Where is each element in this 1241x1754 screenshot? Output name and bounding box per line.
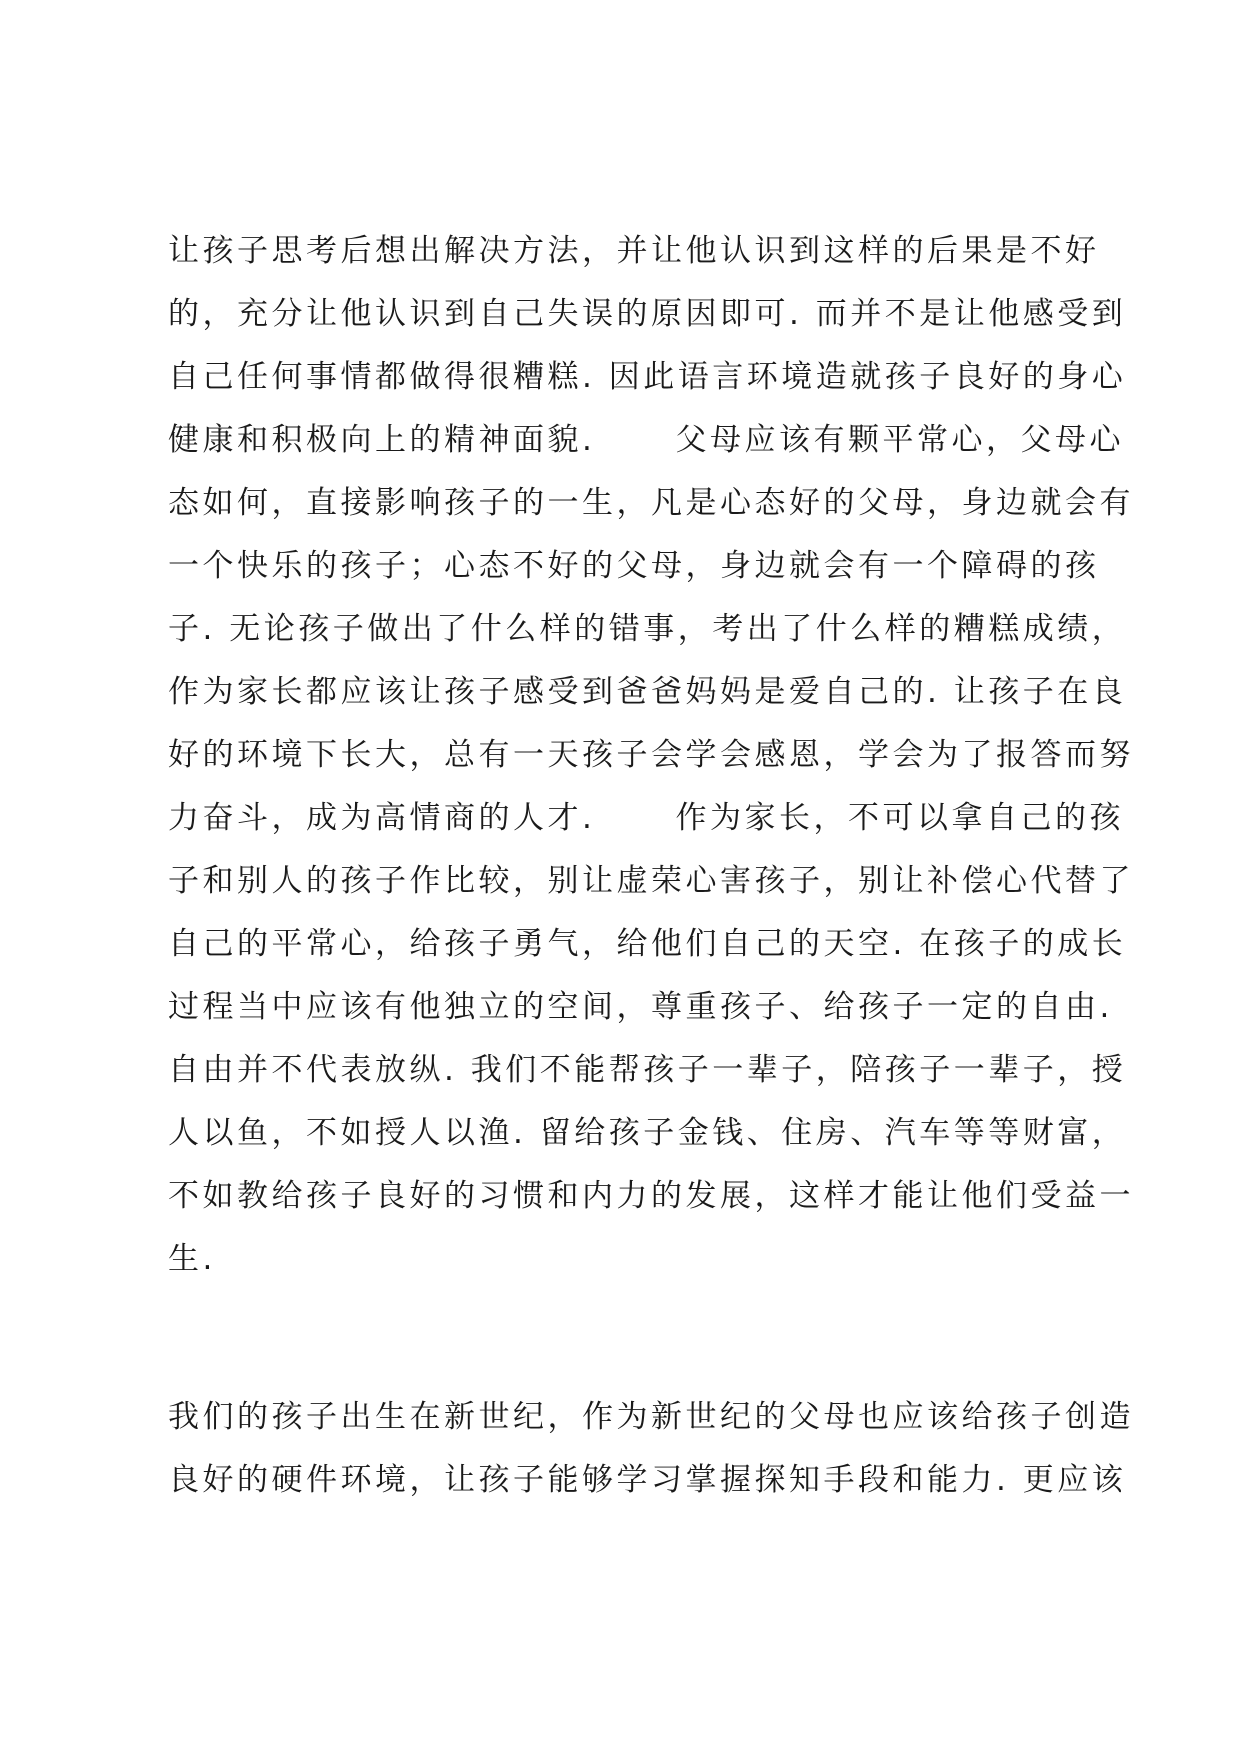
text-line: 不如教给孩子良好的习惯和内力的发展，这样才能让他们受益一 (168, 1178, 1134, 1214)
paragraph-1 (168, 220, 1134, 1291)
text-line: 的，充分让他认识到自己失误的原因即可. 而并不是让他感受到 (168, 296, 1127, 332)
text-line: 子. 无论孩子做出了什么样的错事，考出了什么样的糟糕成绩， (168, 611, 1127, 647)
text-line: 自由并不代表放纵. 我们不能帮孩子一辈子，陪孩子一辈子，授 (168, 1052, 1127, 1088)
text-line: 一个快乐的孩子；心态不好的父母，身边就会有一个障碍的孩 (168, 548, 1100, 584)
text-line: 过程当中应该有他独立的空间，尊重孩子、给孩子一定的自由. (168, 989, 1113, 1025)
text-line: 让孩子思考后想出解决方法，并让他认识到这样的后果是不好 (168, 233, 1100, 269)
text-line: 人以鱼，不如授人以渔. 留给孩子金钱、住房、汽车等等财富， (168, 1115, 1127, 1151)
text-line: 子和别人的孩子作比较，别让虚荣心害孩子，别让补偿心代替了 (168, 863, 1134, 899)
text-line: 自己任何事情都做得很糟糕. 因此语言环境造就孩子良好的身心 (168, 359, 1127, 395)
text-line: 自己的平常心，给孩子勇气，给他们自己的天空. 在孩子的成长 (168, 926, 1127, 962)
text-line: 良好的硬件环境，让孩子能够学习掌握探知手段和能力. 更应该 (168, 1462, 1127, 1498)
text-line: 作为家长都应该让孩子感受到爸爸妈妈是爱自己的. 让孩子在良 (168, 674, 1127, 710)
text-line: 力奋斗，成为高情商的人才. 作为家长，不可以拿自己的孩 (168, 800, 1124, 836)
text-line: 健康和积极向上的精神面貌. 父母应该有颗平常心，父母心 (168, 422, 1124, 458)
text-line: 我们的孩子出生在新世纪，作为新世纪的父母也应该给孩子创造 (168, 1399, 1134, 1435)
text-line: 好的环境下长大，总有一天孩子会学会感恩，学会为了报答而努 (168, 737, 1134, 773)
paragraph-2 (168, 1386, 1134, 1512)
text-line: 生. (168, 1241, 216, 1277)
text-line: 态如何，直接影响孩子的一生，凡是心态好的父母，身边就会有 (168, 485, 1134, 521)
